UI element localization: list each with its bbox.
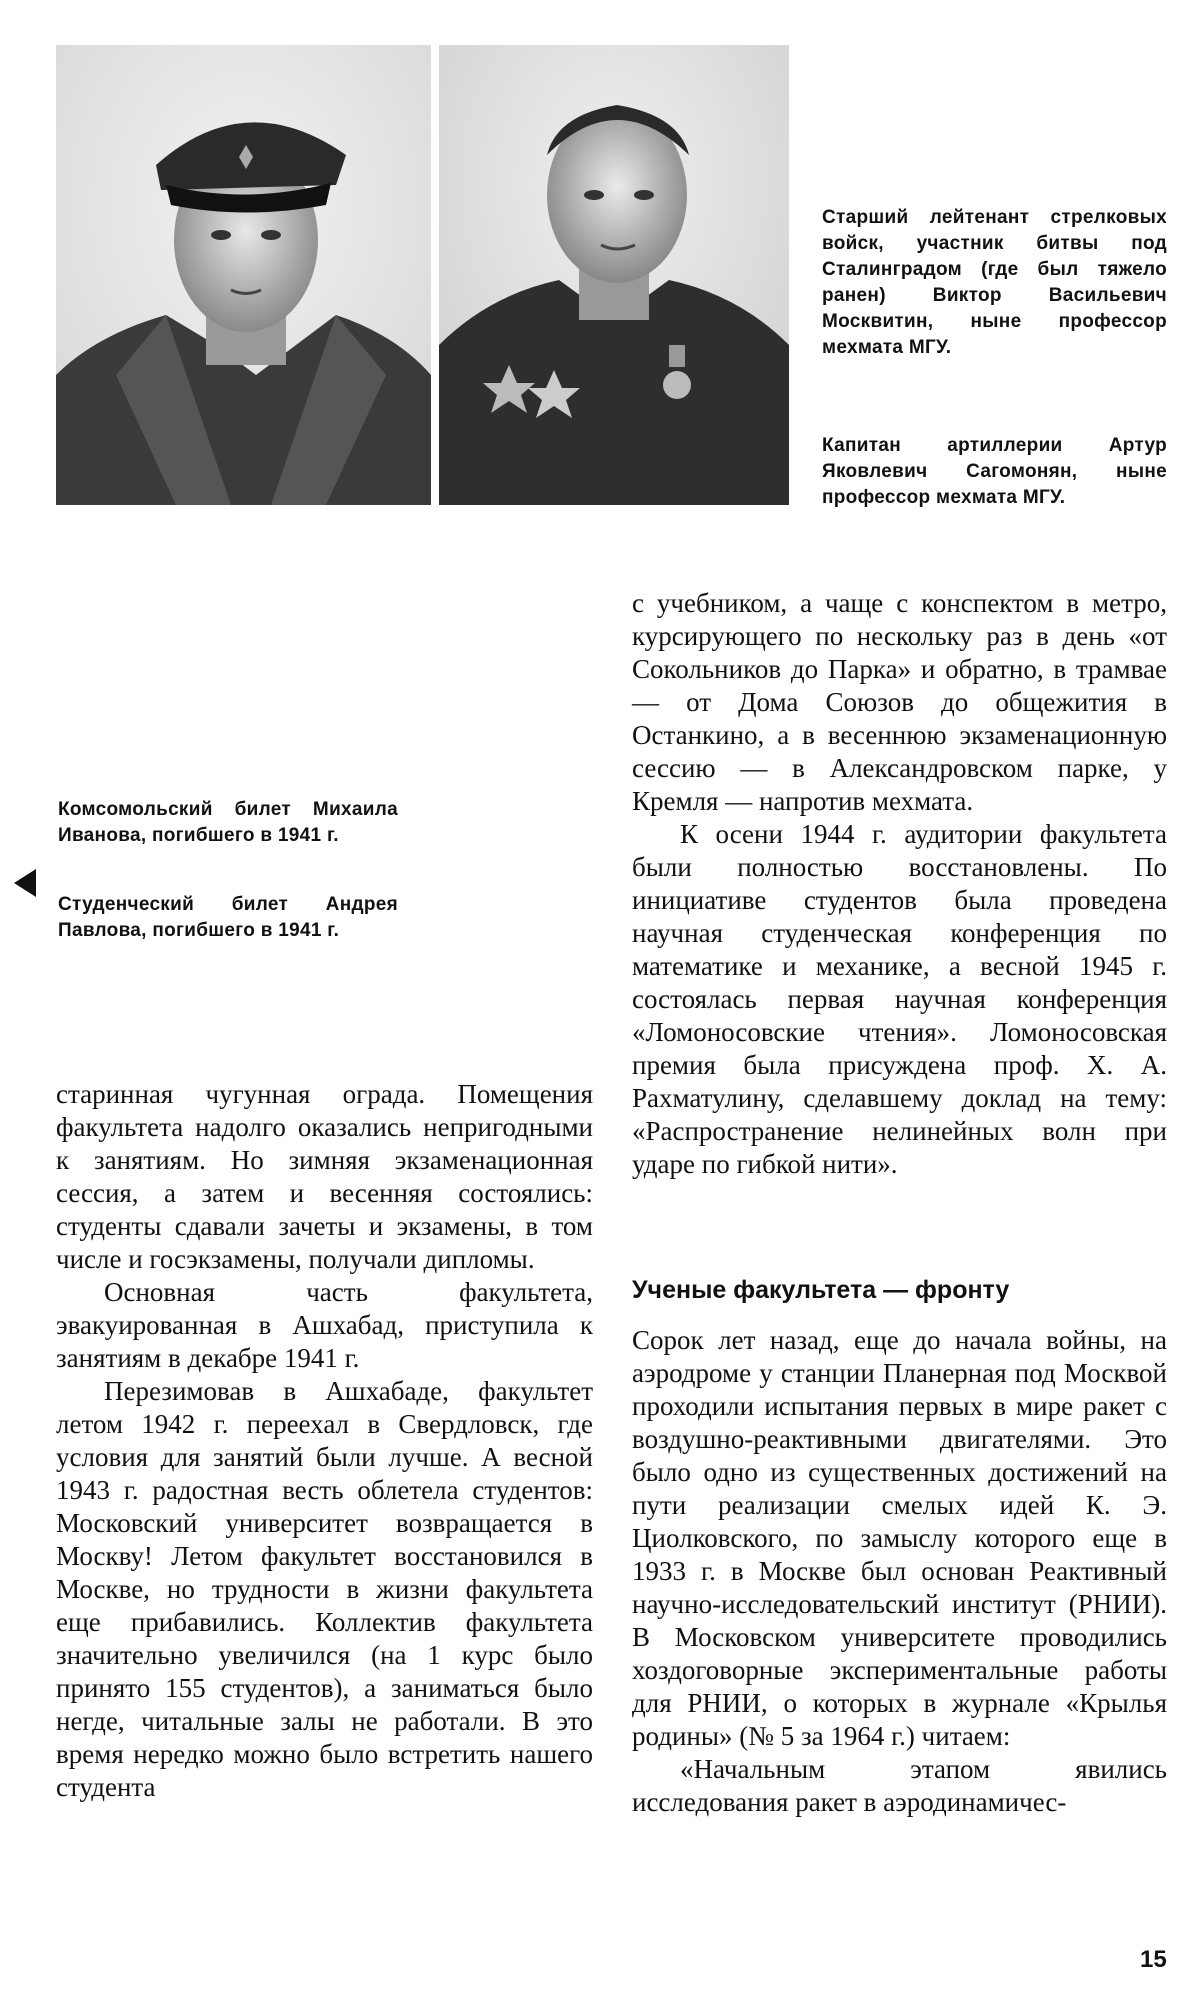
caption-sagomonyan: Капитан артиллерии Артур Яковлевич Сагомонян, ныне профессор мехмата МГУ.: [822, 435, 1167, 508]
paragraph: Перезимовав в Ашхабаде, факультет летом 1942 г. переехал в Свердловск, где условия для занятий были лучше. А весной 1943 г. радостная весть облетела студентов: Московский университет возвращается в Москву! Летом факультет восстановился в Москве, но трудности в жизни факультета еще прибавились. Коллектив факультета значительно увеличился (на 1 курс было принято 155 студентов), а заниматься было негде, читальные залы не работали. В это время нередко можно было встретить нашего студента: [56, 1376, 593, 1802]
caption-moskvitin: Старший лейтенант стрелковых войск, участник битвы под Сталинградом (где был тяжело ранен) Виктор Васильевич Москвитин, ныне профессор мехмата МГУ.: [822, 207, 1167, 358]
portrait-photo-right: [439, 45, 789, 505]
left-arrow-icon: [14, 869, 36, 897]
text-column-left: [56, 1078, 593, 1804]
paragraph: старинная чугунная ограда. Помещения факультета надолго оказались непригодными к занятиям. Но зимняя экзаменационная сессия, а затем и весенняя состоялись: студенты сдавали зачеты и экзамены, в том числе и госэкзамены, получали дипломы.: [56, 1079, 593, 1274]
portrait-officer-medals-image: [439, 45, 789, 505]
section-heading: Ученые факультета — фронту: [632, 1276, 1010, 1304]
paragraph: «Начальным этапом явились исследования ракет в аэродинамичес-: [632, 1754, 1167, 1817]
paragraph: с учебником, а чаще с конспектом в метро, курсирующего по нескольку раз в день «от Сокольников до Парка» и обратно, в трамвае — от Дома Союзов до общежития в Останкино, а в весеннюю экзаменационную сессию — в Александровском парке, у Кремля — напротив мехмата.: [632, 588, 1167, 816]
paragraph: Основная часть факультета, эвакуированная в Ашхабад, приступила к занятиям в декабре 1941 г.: [56, 1277, 593, 1373]
caption-komsomol-ticket: Комсомольский билет Михаила Иванова, погибшего в 1941 г.: [58, 799, 398, 846]
text-column-right-bottom: [632, 1324, 1167, 1819]
portrait-officer-cap-image: [56, 45, 431, 505]
portrait-photo-left: [56, 45, 431, 505]
text-column-right-top: [632, 587, 1167, 1181]
paragraph: Сорок лет назад, еще до начала войны, на аэродроме у станции Планерная под Москвой проходили испытания первых в мире ракет с воздушно-реактивными двигателями. Это было одно из существенных достижений на пути реализации смелых идей К. Э. Циолковского, по замыслу которого еще в 1933 г. в Москве был основан Реактивный научно-исследовательский институт (РНИИ). В Московском университете проводились хоздоговорные экспериментальные работы для РНИИ, о которых в журнале «Крылья родины» (№ 5 за 1964 г.) читаем:: [632, 1325, 1167, 1751]
page-number: 15: [1140, 1946, 1167, 1973]
caption-student-ticket: Студенческий билет Андрея Павлова, погибшего в 1941 г.: [58, 894, 398, 941]
paragraph: К осени 1944 г. аудитории факультета были полностью восстановлены. По инициативе студентов была проведена научная студенческая конференция по математике и механике, а весной 1945 г. состоялась первая научная конференция «Ломоносовские чтения». Ломоносовская премия была присуждена проф. Х. А. Рахматулину, сделавшему доклад на тему: «Распространение нелинейных волн при ударе по гибкой нити».: [632, 819, 1167, 1179]
